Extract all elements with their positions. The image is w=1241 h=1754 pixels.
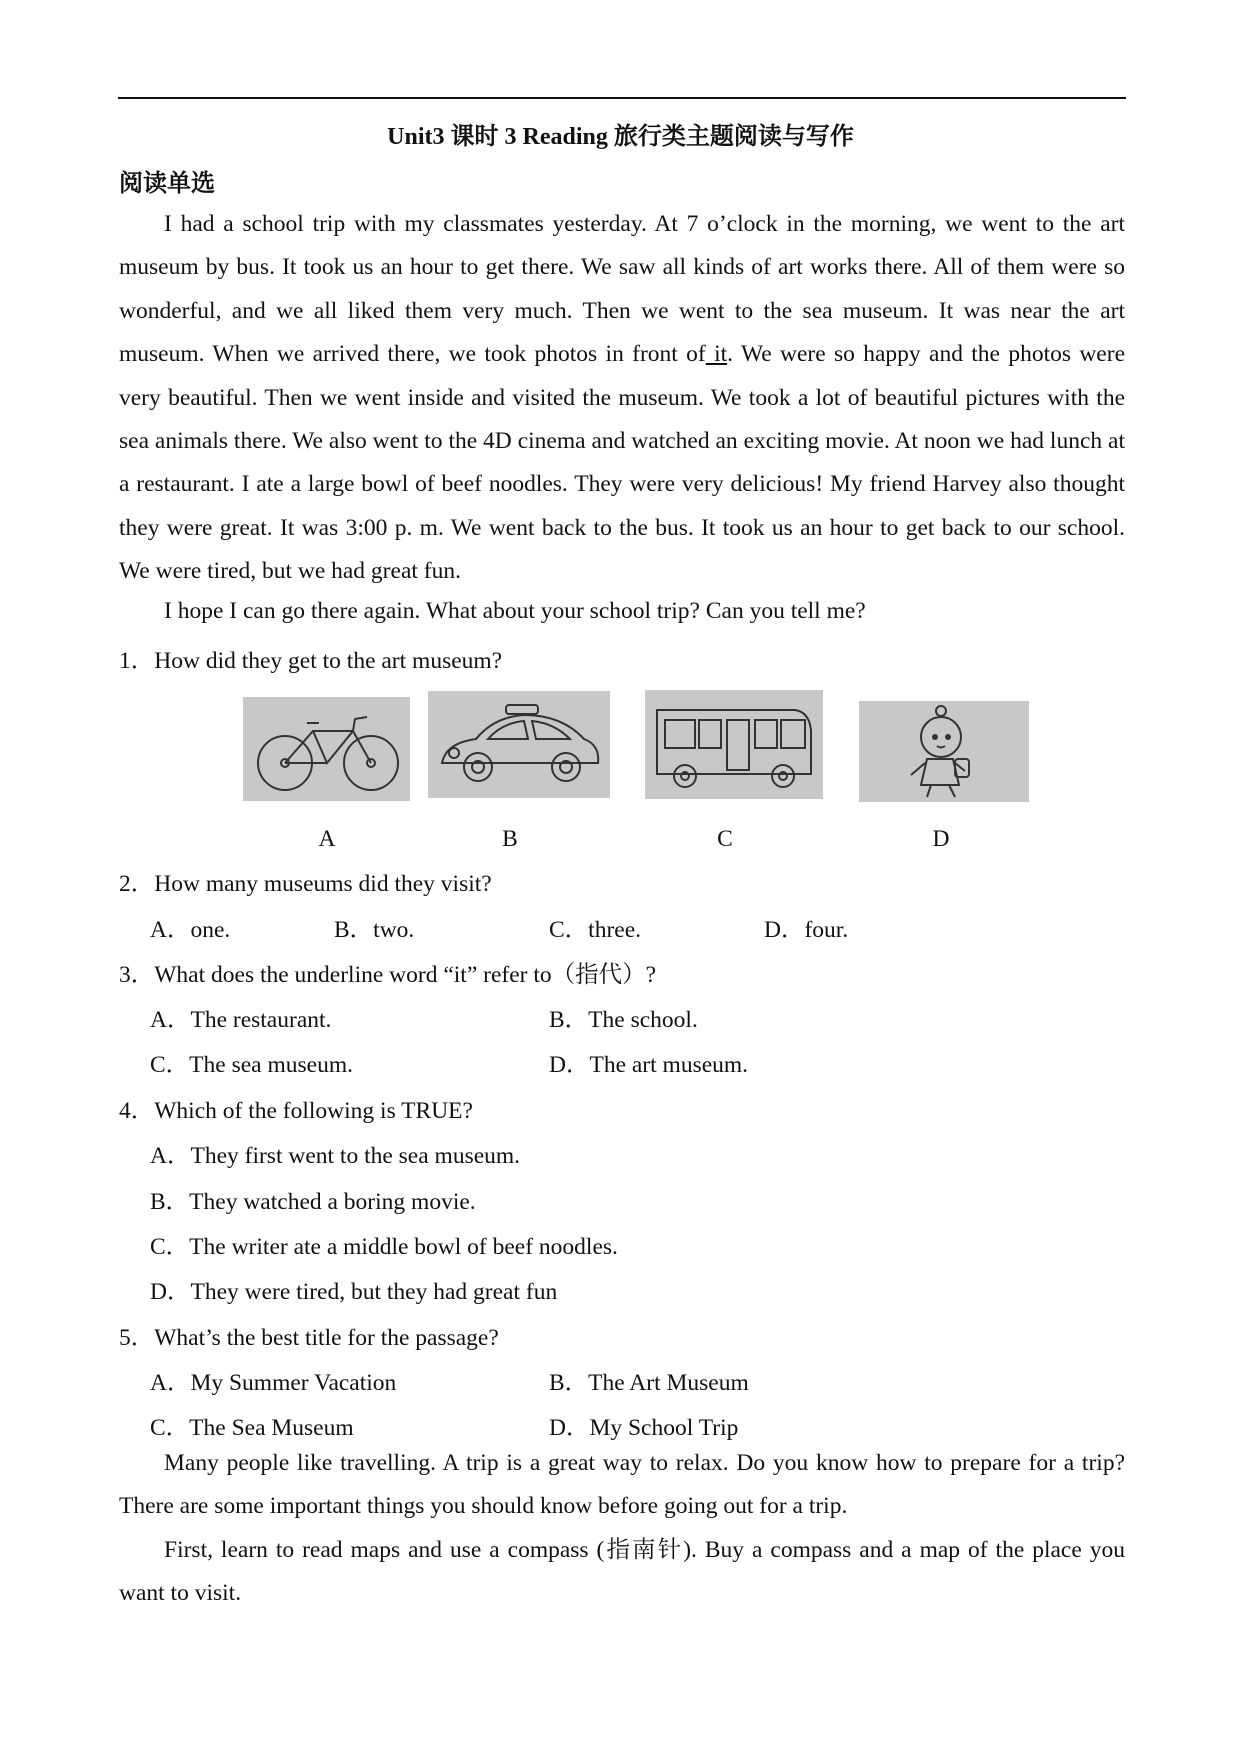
passage-1-paragraph-2: I hope I can go there again. What about your school trip? Can you tell me? [164,598,866,624]
q4-option-a: A．They first went to the sea museum. [150,1143,521,1169]
q5-option-b: B．The Art Museum [549,1370,749,1396]
picture-label-c: C [717,826,733,852]
q4-option-b: B．They watched a boring movie. [150,1189,476,1215]
page-title: Unit3 课时 3 Reading 旅行类主题阅读与写作 [387,124,854,150]
picture-label-d: D [932,826,950,852]
q4-option-d: D．They were tired, but they had great fun [150,1279,558,1305]
q5-option-d: D．My School Trip [549,1415,739,1441]
underlined-word-it: it [705,341,728,368]
section-heading: 阅读单选 [119,171,215,197]
passage-1-paragraph-1 [119,203,1125,594]
bus-icon [645,690,823,799]
question-3-stem: 3．What does the underline word “it” refer to（指代）? [119,962,657,988]
walking-girl-icon [859,701,1029,802]
car-icon [428,691,610,798]
q2-option-c: C．three. [549,917,642,943]
q3-option-c: C．The sea museum. [150,1052,353,1078]
passage-1-text-before: I had a school trip with my classmates yesterday. At 7 o’clock in the morning, we went to the art museum by bus. It took us an hour to get there. We saw all kinds of art works there. All of them were so wonderful, and we all liked them very much. Then we went to the sea museum. It was near the art museum. When we arrived there, we took photos in front of [119,211,1125,368]
picture-label-a: A [318,826,336,852]
passage-2-paragraph-2: First, learn to read maps and use a compass (指南针). Buy a compass and a map of the place you want to visit. [119,1537,1125,1607]
q5-option-a: A．My Summer Vacation [150,1370,397,1396]
question-1-stem: 1．How did they get to the art museum? [119,648,503,674]
q4-option-c: C．The writer ate a middle bowl of beef noodles. [150,1234,618,1260]
header-rule [118,97,1126,99]
q2-option-a: A．one. [150,917,231,943]
q3-option-b: B．The school. [549,1007,698,1033]
question-2-stem: 2．How many museums did they visit? [119,871,492,897]
question-4-stem: 4．Which of the following is TRUE? [119,1098,473,1124]
picture-label-b: B [502,826,518,852]
passage-1-text-after: . We were so happy and the photos were very beautiful. Then we went inside and visited the museum. We took a lot of beautiful pictures with the sea animals there. We also went to the 4D cinema and watched an exciting movie. At noon we had lunch at a restaurant. I ate a large bowl of beef noodles. They were very delicious! My friend Harvey also thought they were great. It was 3:00 p. m. We went back to the bus. It took us an hour to get back to our school. We were tired, but we had great fun. [119,341,1125,585]
q3-option-a: A．The restaurant. [150,1007,332,1033]
q3-option-d: D．The art museum. [549,1052,749,1078]
q2-option-b: B．two. [334,917,415,943]
passage-2-paragraph-1: Many people like travelling. A trip is a great way to relax. Do you know how to prepare for a trip? There are some important things you should know before going out for a trip. [119,1450,1125,1520]
question-5-stem: 5．What’s the best title for the passage? [119,1325,499,1351]
bicycle-icon [243,697,410,801]
q2-option-d: D．four. [764,917,849,943]
q5-option-c: C．The Sea Museum [150,1415,354,1441]
